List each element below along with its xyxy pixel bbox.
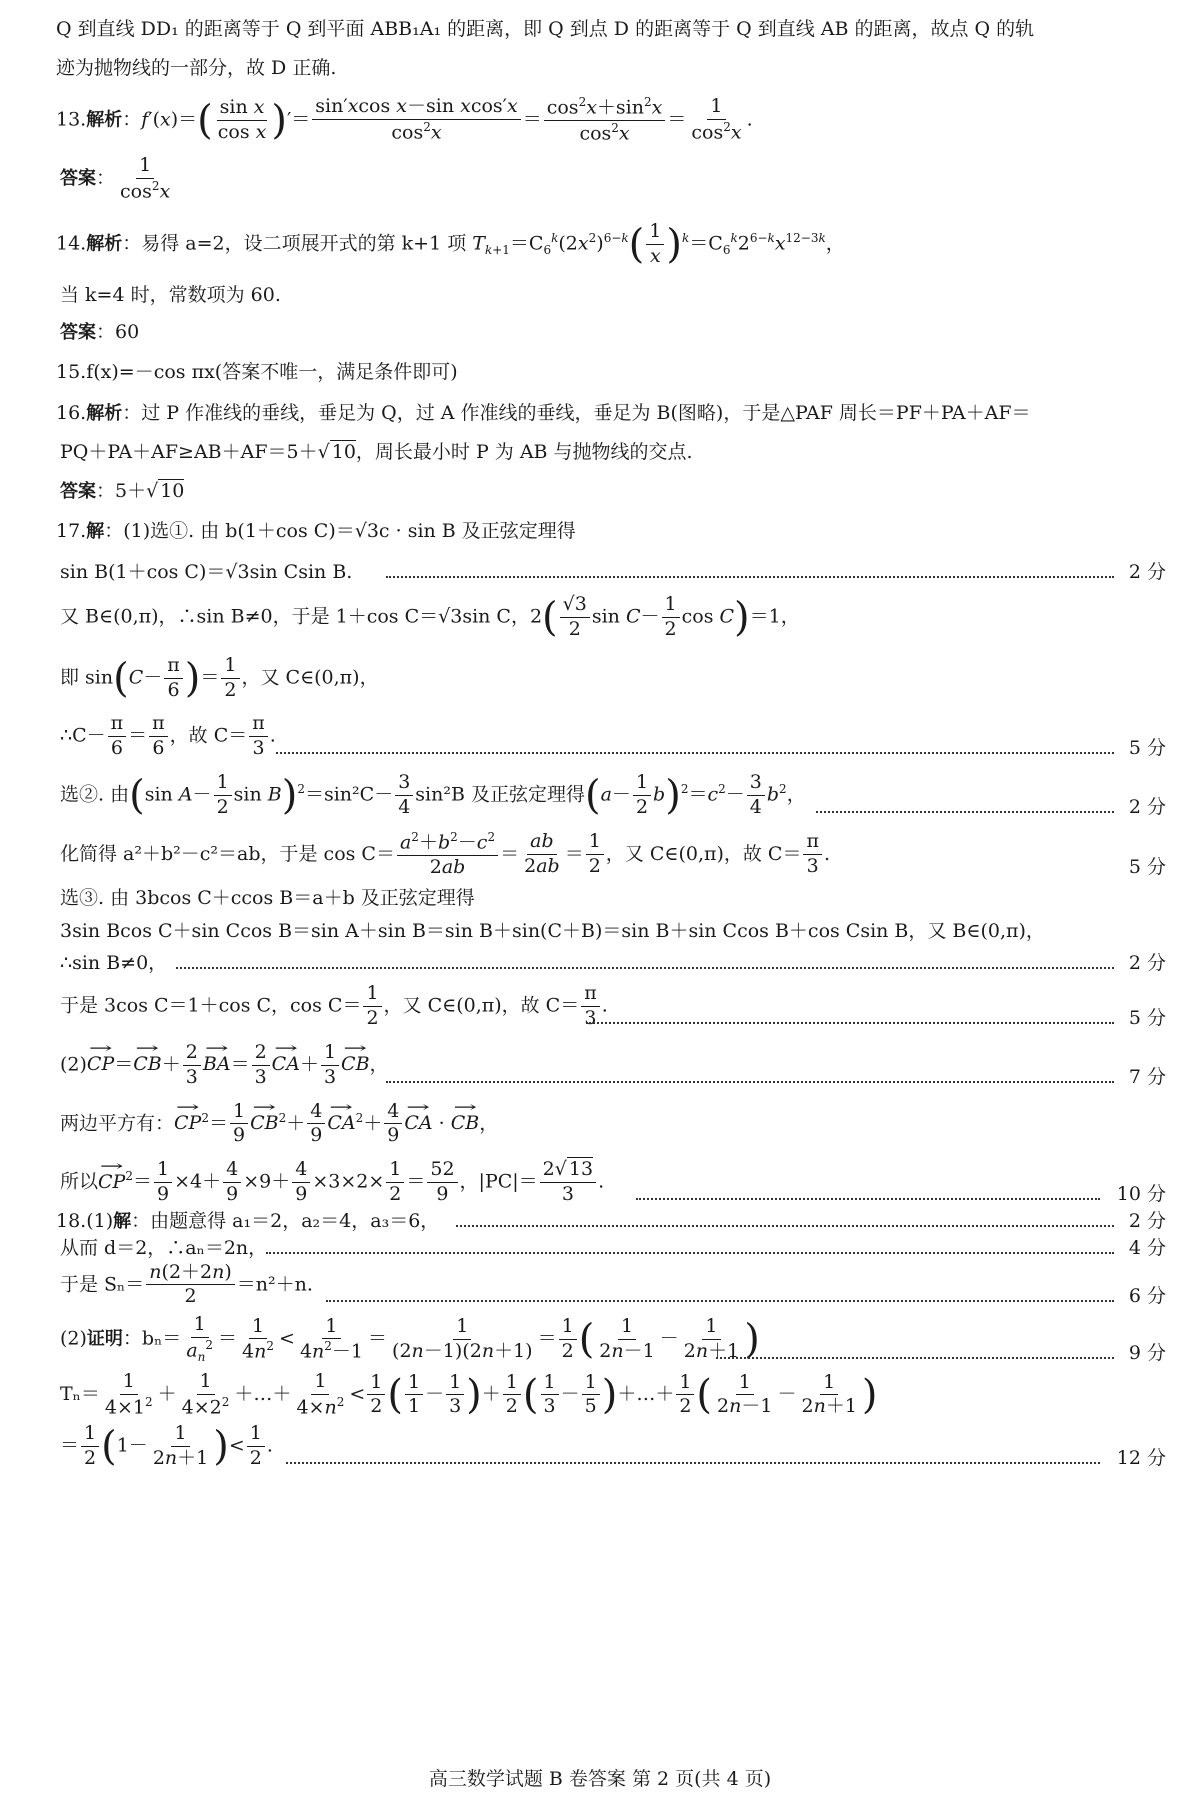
q13-answer: 答案： $\frac{1}{\cos^2x}$ xyxy=(60,153,171,203)
score-5: 5 分 xyxy=(1128,737,1166,760)
q17-line12: (2)→ CP＝→ CB＋ $\frac{2}{3}$ → BA＝ $\frac{2}{3}$ → CA＋ $\frac{1}{3}$ → CB， 7 分 xyxy=(56,1042,1166,1089)
q16-label: 解析 xyxy=(86,403,123,425)
q17-label: 解 xyxy=(86,521,105,543)
q15-text: f(x)=－cos πx(答案不唯一，满足条件即可) xyxy=(86,361,458,384)
q14-line2: 当 k=4 时，常数项为 60. xyxy=(60,283,281,306)
q16-text1: ：过 P 作准线的垂线，垂足为 Q，过 A 作准线的垂线，垂足为 B(图略)，于是△PAF 周长＝PF＋PA＋AF＝ xyxy=(122,402,1031,425)
q17-line1: 17.解：(1)选①. 由 b(1＋cos C)＝√3c · sin B 及正弦定理得 xyxy=(56,520,576,543)
q17-line2: sin B(1＋cos C)＝√3sin Csin B. 2 分 xyxy=(60,561,1166,584)
q16-number: 16. xyxy=(56,402,87,425)
q17-line8: 选③. 由 3bcos C＋ccos B＝a＋b 及正弦定理得 xyxy=(60,886,475,909)
q18-line5: Tₙ＝ $\frac{1}{4\times 1^2}$ ＋ $\frac{1}{4\times 2^2}$ ＋…＋ $\frac{1}{4\times n^2}$ < $\frac{1}{2}$ ( $\frac{1}{1}$ － $\frac{1}{3}$ )＋ $\frac{1}{2}$ ( $\frac{1}{3}$ － $\frac{1}{5}$ )＋…＋ $\frac{1}{2}$ ( $\frac{1}{2n-1}$ － $\frac{1}{2n+1}$ ) xyxy=(60,1369,878,1419)
q16-answer: 答案：5＋√ 10 xyxy=(60,479,185,502)
q18-line2: 从而 d＝2，∴aₙ＝2n， 4 分 xyxy=(60,1236,1166,1259)
q13-solution: 13.解析：f′(x)＝( $\frac{\text{sin x}}{\text{cos x}}$ )′＝ $\frac{\text{sin′xcos x－sin xcos′x}}{\cos^2x}$ ＝ $\frac{\cos^2x+\sin^2x}{\cos^2x}$ ＝ $\frac{1}{\cos^2x}$ . xyxy=(56,94,753,145)
q13-number: 13. xyxy=(56,108,87,131)
score-7: 7 分 xyxy=(1128,1065,1166,1088)
q18-line4: (2)证明：bₙ＝ $\frac{1}{a_n^2}$ ＝ $\frac{1}{4n^2}$ < $\frac{1}{4n^2-1}$ ＝ $\frac{1}{(2n-1)(2n+1)}$ ＝ $\frac{1}{2}$ ( $\frac{1}{2n-1}$ － $\frac{1}{2n+1}$ ) 9 分 xyxy=(60,1313,1166,1365)
q17-line5: ∴C－ $\frac{\pi}{6}$ ＝ $\frac{\pi}{6}$ ，故 C＝ $\frac{\pi}{3}$ . 5 分 xyxy=(60,712,1166,760)
q18-line3: 于是 Sₙ＝ $\frac{n(2+2n)}{2}$ ＝n²＋n. 6 分 xyxy=(60,1260,1166,1308)
score-6: 6 分 xyxy=(1128,1285,1166,1308)
q18-line6: ＝ $\frac{1}{2}$ (1－ $\frac{1}{2n+1}$ )< $\frac{1}{2}$ . 12 分 xyxy=(60,1421,1166,1470)
q14-answer-value: ：60 xyxy=(96,321,140,344)
q17-line6: 选②. 由(sin A－ $\frac{1}{2}$ sin B)$^2$＝sin²C－ $\frac{3}{4}$ sin²B 及正弦定理得(a－ $\frac{1}{2}$ $b)^2=c^2-$ $\frac{3}{4}$ $b^2$， 2 分 xyxy=(60,771,1166,819)
q14-number: 14. xyxy=(56,232,87,255)
q14-text1: ：易得 a=2，设二项展开式的第 k+1 项 xyxy=(122,232,467,255)
q17-line9: 3sin Bcos C＋sin Ccos B＝sin A＋sin B＝sin B＋sin(C＋B)＝sin B＋sin Ccos B＋cos Csin B，又 B∈(0,π)， xyxy=(60,919,1045,942)
q12-tail-line1: Q 到直线 DD₁ 的距离等于 Q 到平面 ABB₁A₁ 的距离，即 Q 到点 D 的距离等于 Q 到直线 AB 的距离，故点 Q 的轨 xyxy=(56,18,1035,40)
q16-line2: PQ＋PA＋AF≥AB＋AF＝5＋√ 10，周长最小时 P 为 AB 与抛物线的交点. xyxy=(60,440,693,463)
q18-number: 18. xyxy=(56,1209,87,1232)
score-10: 10 分 xyxy=(1116,1183,1166,1206)
q14-answer xyxy=(56,321,1166,344)
q14-label: 解析 xyxy=(86,233,123,255)
q16-solution xyxy=(56,402,1166,425)
score-9: 9 分 xyxy=(1128,1342,1166,1365)
q17-line11: 于是 3cos C＝1＋cos C，cos C＝ $\frac{1}{2}$ ，又 C∈(0,π)，故 C＝ $\frac{\pi}{3}$ . 5 分 xyxy=(60,982,1166,1030)
q17-number: 17. xyxy=(56,520,87,543)
q18-line1: 18.(1)解：由题意得 a₁＝2，a₂＝4，a₃＝6， 2 分 xyxy=(56,1209,1166,1232)
q17-line14: 所以→ $CP^2=$ $\frac{1}{9}$ ×4＋ $\frac{4}{9}$ ×9＋ $\frac{4}{9}$ ×3×2× $\frac{1}{2}$ ＝ $\frac{52}{9}$ ，|PC|＝ $\frac{2√ 13}{3}$ . 10 分 xyxy=(56,1159,1166,1206)
q17-line13: 两边平方有：→ $CP^2=$ $\frac{1}{9}$ → $CB^2+$ $\frac{4}{9}$ → $CA^2+$ $\frac{4}{9}$ → CA · → CB， xyxy=(56,1101,1166,1148)
q15-solution xyxy=(56,361,1166,384)
score-12: 12 分 xyxy=(1116,1446,1166,1469)
q17-line7: 化简得 a²＋b²－c²＝ab，于是 cos C＝ $\frac{a^2+b^2-c^2}{2ab}$ ＝ $\frac{ab}{2ab}$ ＝ $\frac{1}{2}$ ，又 C∈(0,π)，故 C＝ $\frac{\pi}{3}$ . 5 分 xyxy=(60,829,1166,878)
answer-page xyxy=(56,14,1166,1470)
q13-answer-label: 答案 xyxy=(60,167,96,189)
q13-label: 解析 xyxy=(86,109,123,131)
q17-line3: 又 B∈(0,π)，∴sin B≠0，于是 1＋cos C＝√3sin C，2( $\frac{√3}{2}$ sin C－ $\frac{1}{2}$ cos C)＝1， xyxy=(60,593,800,641)
score-2: 2 分 xyxy=(1128,561,1166,584)
q16-answer-label: 答案 xyxy=(60,480,96,502)
q12-tail-line2: 迹为抛物线的一部分，故 D 正确. xyxy=(56,56,337,79)
q14-solution: 14.解析：易得 a=2，设二项展开式的第 k+1 项 $T_{k+1}=C_6^k(2x^2)^{6-k}$( $\frac{1}{x}$ )$^k=C_6^k2^{6-k}x^{12-3k}$， xyxy=(56,219,845,268)
q17-line4: 即 sin(C－ $\frac{\pi}{6}$ )＝ $\frac{1}{2}$ ，又 C∈(0,π)， xyxy=(60,653,379,702)
page-footer: 高三数学试题 B 卷答案 第 2 页(共 4 页) xyxy=(428,1768,772,1790)
q17-line10: ∴sin B≠0， 2 分 xyxy=(60,952,1166,975)
q15-number: 15. xyxy=(56,361,87,384)
q14-answer-label: 答案 xyxy=(60,322,96,344)
score-4: 4 分 xyxy=(1128,1236,1166,1259)
